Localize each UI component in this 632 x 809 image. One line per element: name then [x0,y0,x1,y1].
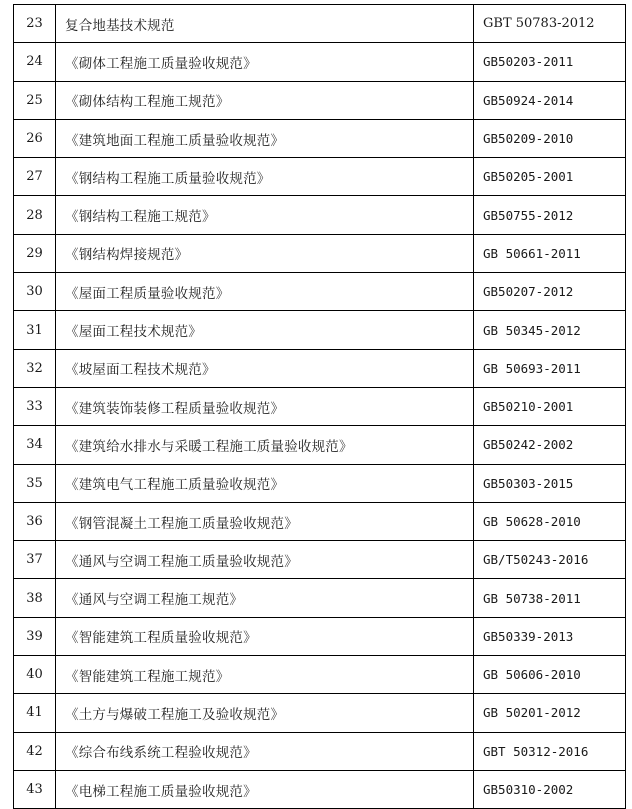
standard-name: 复合地基技术规范 [56,5,474,43]
standard-code: GB50924-2014 [474,81,626,119]
standard-code: GB 50201-2012 [474,694,626,732]
table-row [14,387,626,425]
table-row [14,464,626,502]
table-row [14,349,626,387]
row-number: 37 [14,541,56,579]
standard-code: GB50755-2012 [474,196,626,234]
row-number: 27 [14,158,56,196]
standard-name: 《坡屋面工程技术规范》 [56,349,474,387]
standard-name: 《电梯工程施工质量验收规范》 [56,770,474,808]
row-number: 40 [14,656,56,694]
table-row [14,311,626,349]
standard-name: 《通风与空调工程施工规范》 [56,579,474,617]
standard-code: GB50203-2011 [474,43,626,81]
standard-name: 《屋面工程技术规范》 [56,311,474,349]
standard-name: 《建筑装饰装修工程质量验收规范》 [56,387,474,425]
table-row [14,273,626,311]
standard-code: GB50210-2001 [474,387,626,425]
row-number: 42 [14,732,56,770]
table-row [14,579,626,617]
table-row [14,656,626,694]
table-row [14,158,626,196]
standard-code: GBT 50783-2012 [474,5,626,43]
standard-code: GB50207-2012 [474,273,626,311]
table-row [14,694,626,732]
standard-code: GB50205-2001 [474,158,626,196]
standard-code: GB 50661-2011 [474,234,626,272]
row-number: 28 [14,196,56,234]
row-number: 26 [14,119,56,157]
standard-code: GB 50693-2011 [474,349,626,387]
row-number: 33 [14,387,56,425]
table-row [14,81,626,119]
standard-name: 《建筑给水排水与采暖工程施工质量验收规范》 [56,426,474,464]
standard-name: 《智能建筑工程施工规范》 [56,656,474,694]
row-number: 25 [14,81,56,119]
row-number: 34 [14,426,56,464]
standard-name: 《砌体结构工程施工规范》 [56,81,474,119]
standard-name: 《通风与空调工程施工质量验收规范》 [56,541,474,579]
row-number: 38 [14,579,56,617]
table-row [14,770,626,808]
standard-name: 《建筑地面工程施工质量验收规范》 [56,119,474,157]
standard-name: 《钢结构工程施工质量验收规范》 [56,158,474,196]
row-number: 35 [14,464,56,502]
row-number: 32 [14,349,56,387]
row-number: 30 [14,273,56,311]
table-row [14,617,626,655]
row-number: 23 [14,5,56,43]
standard-name: 《砌体工程施工质量验收规范》 [56,43,474,81]
standard-code: GBT 50312-2016 [474,732,626,770]
standard-code: GB50242-2002 [474,426,626,464]
standard-code: GB 50345-2012 [474,311,626,349]
standard-name: 《综合布线系统工程验收规范》 [56,732,474,770]
standard-code: GB50339-2013 [474,617,626,655]
standard-name: 《土方与爆破工程施工及验收规范》 [56,694,474,732]
row-number: 39 [14,617,56,655]
row-number: 36 [14,502,56,540]
row-number: 29 [14,234,56,272]
standards-table [13,4,626,809]
row-number: 31 [14,311,56,349]
standard-name: 《建筑电气工程施工质量验收规范》 [56,464,474,502]
standard-code: GB/T50243-2016 [474,541,626,579]
table-row [14,426,626,464]
table-row [14,732,626,770]
standards-table-body [14,5,626,809]
table-row [14,502,626,540]
row-number: 24 [14,43,56,81]
standard-code: GB50303-2015 [474,464,626,502]
table-row [14,196,626,234]
table-row [14,119,626,157]
standard-name: 《钢结构工程施工规范》 [56,196,474,234]
standard-code: GB 50606-2010 [474,656,626,694]
table-row [14,43,626,81]
table-row [14,5,626,43]
standard-name: 《钢管混凝土工程施工质量验收规范》 [56,502,474,540]
table-row [14,541,626,579]
standard-name: 《钢结构焊接规范》 [56,234,474,272]
standard-code: GB 50628-2010 [474,502,626,540]
table-row [14,234,626,272]
row-number: 43 [14,770,56,808]
standard-code: GB50310-2002 [474,770,626,808]
row-number: 41 [14,694,56,732]
standard-name: 《屋面工程质量验收规范》 [56,273,474,311]
standard-code: GB 50738-2011 [474,579,626,617]
standard-name: 《智能建筑工程质量验收规范》 [56,617,474,655]
standard-code: GB50209-2010 [474,119,626,157]
